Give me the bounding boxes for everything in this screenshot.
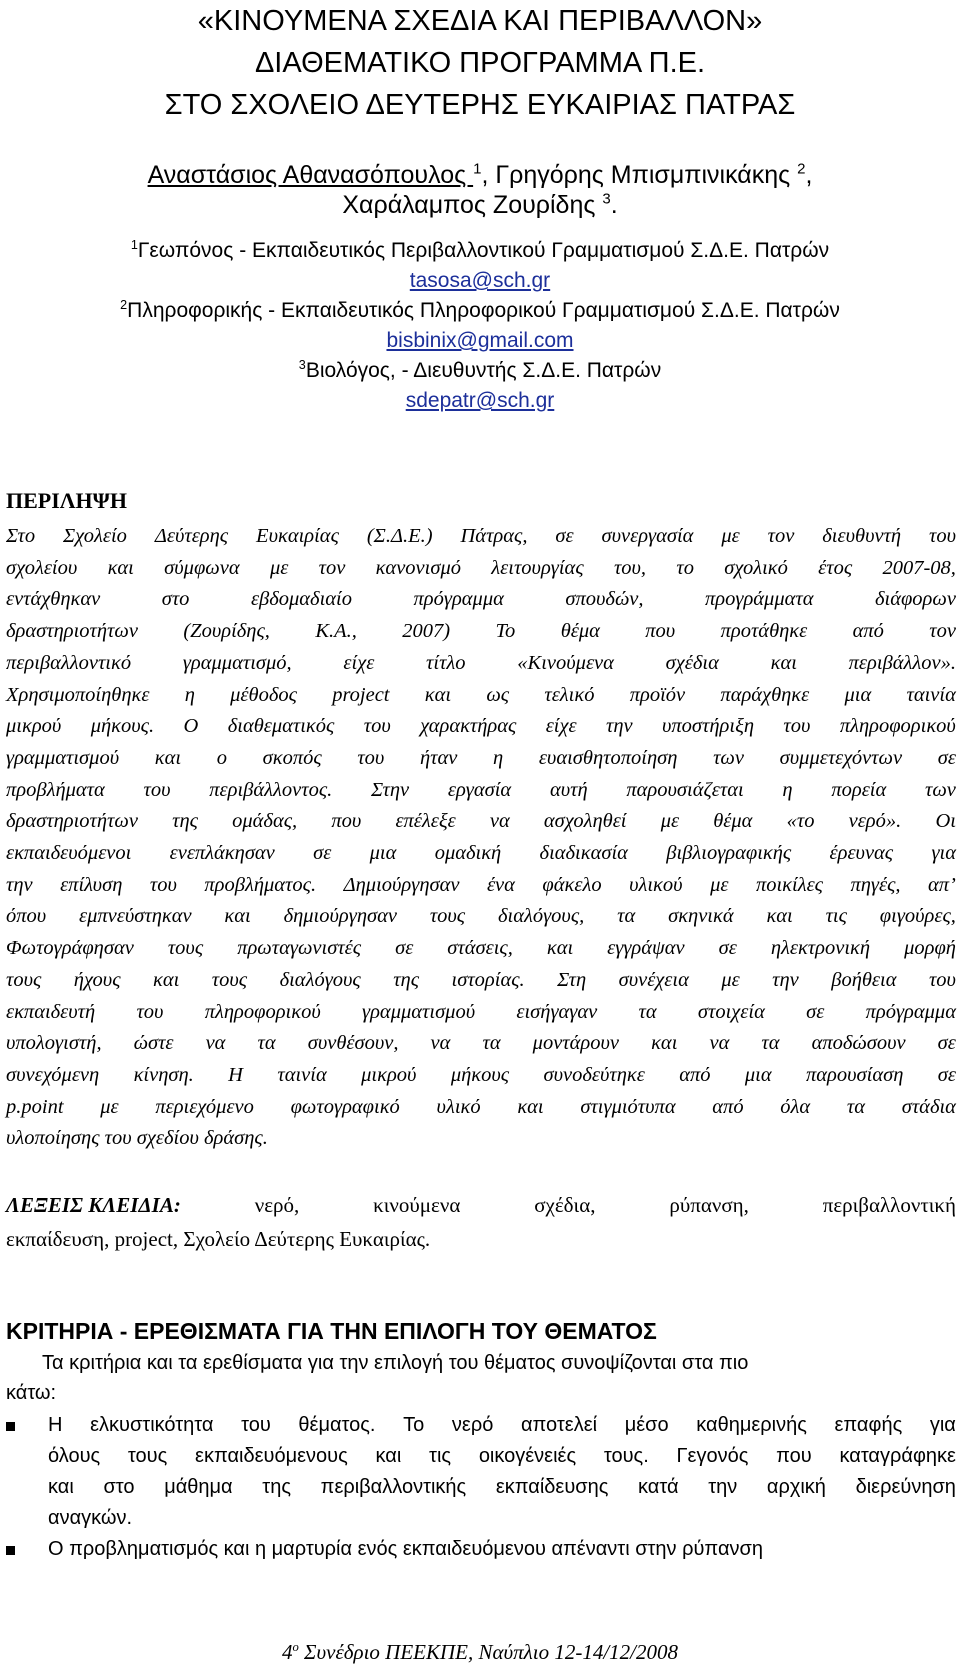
keywords-label: ΛΕΞΕΙΣ ΚΛΕΙΔΙΑ:: [6, 1193, 181, 1217]
email-link-1[interactable]: tasosa@sch.gr: [409, 269, 551, 292]
abstract-line: τους ήχους και τους διαλόγους της ιστορίας. Στη συνέχεια με την βοήθεια του: [6, 968, 956, 991]
author-2-mark: 2: [797, 160, 806, 178]
title-line-2: ΔΙΑΘΕΜΑΤΙΚΟ ΠΡΟΓΡΑΜΜΑ Π.Ε.: [254, 47, 706, 79]
author-end: .: [610, 191, 618, 219]
abstract-line: Φωτογράφησαν τους πρωταγωνιστές σε στάσεις, και εγγράψαν σε ηλεκτρονική μορφή: [6, 937, 956, 960]
keywords-section: ΛΕΞΕΙΣ ΚΛΕΙΔΙΑ: νερό, κινούμενα σχέδια, ρύπανση, περιβαλλοντική εκπαίδευση, project, Σχολείο Δεύτερης Ευκαιρίας.: [6, 1188, 956, 1256]
bullet-square-icon: [6, 1422, 15, 1431]
abstract-line: εκπαιδευόμενοι ενεπλάκησαν σε μια ομαδική διαδικασία βιβλιογραφικής έρευνας για: [6, 842, 956, 865]
author-1-mark: 1: [473, 160, 482, 178]
section-intro-line-1: Τα κριτήρια και τα ερεθίσματα για την επιλογή του θέματος συνοψίζονται στα πιο: [42, 1352, 749, 1374]
affiliation-2-mark: 2: [120, 298, 128, 312]
email-link-3[interactable]: sdepatr@sch.gr: [405, 389, 555, 412]
affiliation-2-text: Πληροφορικής - Εκπαιδευτικός Πληροφορικού Γραμματισμού Σ.Δ.Ε. Πατρών: [127, 299, 840, 322]
footer-ordinal: ο: [292, 1640, 299, 1654]
abstract-line: εντάχθηκαν στο εβδομαδιαίο πρόγραμμα σπουδών, προγράμματα διάφορων: [6, 588, 956, 611]
title-line-3: ΣΤΟ ΣΧΟΛΕΙΟ ΔΕΥΤΕΡΗΣ ΕΥΚΑΙΡΙΑΣ ΠΑΤΡΑΣ: [164, 89, 796, 121]
abstract-line: υπολογιστή, ώστε να τα συνθέσουν, να τα μοντάρουν και να τα αποδώσουν σε: [6, 1032, 956, 1055]
author-separator: ,: [805, 161, 813, 189]
email-link-2[interactable]: bisbinix@gmail.com: [386, 329, 574, 352]
affiliation-list: [0, 236, 960, 416]
affiliation-3: [0, 356, 960, 386]
list-item-line: Η ελκυστικότητα του θέματος. Το νερό αποτελεί μέσο καθημερινής επαφής για: [48, 1414, 956, 1436]
bullet-square-icon: [6, 1546, 15, 1555]
abstract-line: την επίλυση του προβλήματος. Δημιούργησαν ένα φάκελο υλικού με ποικίλες πηγές, απ’: [6, 873, 956, 896]
criteria-list: [6, 1410, 956, 1565]
section-intro-line-2: κάτω:: [6, 1382, 57, 1404]
list-item-text: Ο προβληματισμός και η μαρτυρία ενός εκπαιδευόμενου απέναντι στην ρύπανση: [48, 1538, 763, 1560]
section-intro: [6, 1348, 956, 1408]
abstract-line: γραμματισμού και ο σκοπός του ήταν η ευαισθητοποίηση των συμμετεχόντων σε: [6, 746, 956, 769]
author-list: [0, 160, 960, 220]
abstract-line: συνεχόμενη κίνηση. Η ταινία μικρού μήκους συνοδεύτηκε από μια παρουσίαση σε: [6, 1063, 956, 1086]
section-heading: ΚΡΙΤΗΡΙΑ - ΕΡΕΘΙΣΜΑΤΑ ΓΙΑ ΤΗΝ ΕΠΙΛΟΓΗ ΤΟΥ ΘΕΜΑΤΟΣ: [6, 1318, 657, 1344]
list-item-line: όλους τους εκπαιδευόμενους και τις οικογένειές τους. Γεγονός που καταγράφηκε: [48, 1445, 956, 1467]
footer-number: 4: [281, 1640, 293, 1664]
abstract-line: όπου εμπνεύστηκαν και δημιούργησαν τους διαλόγους, τα σκηνικά και τις φιγούρες,: [6, 905, 956, 928]
abstract-line: p.point με περιεχόμενο φωτογραφικό υλικό και στιγμιότυπα από όλα τα στάδια: [6, 1095, 956, 1118]
affiliation-1-mark: 1: [130, 238, 138, 252]
author-1: Αναστάσιος Αθανασόπουλος: [147, 161, 474, 189]
footer-text: Συνέδριο ΠΕΕΚΠΕ, Ναύπλιο 12-14/12/2008: [298, 1640, 679, 1664]
abstract-line: Χρησιμοποίηθηκε η μέθοδος project και ως τελικό προϊόν παράχθηκε μια ταινία: [6, 683, 956, 706]
affiliation-3-text: Βιολόγος, - Διευθυντής Σ.Δ.Ε. Πατρών: [305, 359, 662, 382]
abstract-line: σχολείου και σύμφωνα με τον κανονισμό λειτουργίας του, το σχολικό έτος 2007-08,: [6, 556, 956, 579]
list-item-line: αναγκών.: [48, 1507, 133, 1529]
abstract-line: δραστηριοτήτων της ομάδας, που επέλεξε να ασχοληθεί με θέμα «το νερό». Οι: [6, 810, 956, 833]
abstract-line: δραστηριοτήτων (Ζουρίδης, Κ.Α., 2007) Το θέμα που προτάθηκε από τον: [6, 620, 956, 643]
abstract-line: περιβαλλοντικό γραμματισμό, είχε τίτλο «Κινούμενα σχέδια και περιβάλλον».: [6, 651, 956, 674]
paper-title: [0, 0, 960, 126]
author-3: Χαράλαμπος Ζουρίδης: [342, 191, 603, 219]
list-item: [6, 1534, 956, 1565]
abstract-heading: ΠΕΡΙΛΗΨΗ: [6, 488, 127, 513]
author-2: , Γρηγόρης Μπισμπινικάκης: [481, 161, 798, 189]
list-item: [6, 1410, 956, 1534]
affiliation-2: [0, 296, 960, 326]
abstract-body: [6, 521, 956, 1155]
affiliation-1: [0, 236, 960, 266]
affiliation-1-text: Γεωπόνος - Εκπαιδευτικός Περιβαλλοντικού Γραμματισμού Σ.Δ.Ε. Πατρών: [137, 239, 830, 262]
abstract-line: υλοποίησης του σχεδίου δράσης.: [6, 1127, 268, 1150]
abstract-line: Στο Σχολείο Δεύτερης Ευκαιρίας (Σ.Δ.Ε.) Πάτρας, σε συνεργασία με τον διευθυντή του: [6, 525, 956, 547]
conference-footer: [0, 1640, 960, 1665]
keywords-line-2: εκπαίδευση, project, Σχολείο Δεύτερης Ευκαιρίας.: [6, 1227, 431, 1251]
list-item-line: και στο μάθημα της περιβαλλοντικής εκπαίδευσης κατά την αρχική διερεύνηση: [48, 1476, 956, 1498]
abstract-line: εκπαιδευτή του πληροφορικού γραμματισμού εισήγαγαν τα στοιχεία σε πρόγραμμα: [6, 1000, 956, 1023]
author-3-mark: 3: [602, 190, 611, 208]
affiliation-3-mark: 3: [298, 358, 306, 372]
abstract-line: προβλήματα του περιβάλλοντος. Στην εργασία αυτή παρουσιάζεται η πορεία των: [6, 778, 956, 801]
abstract-line: μικρού μήκους. Ο διαθεματικός του χαρακτήρας είχε την υποστήριξη του πληροφορικού: [6, 715, 956, 738]
title-line-1: «ΚΙΝΟΥΜΕΝΑ ΣΧΕΔΙΑ ΚΑΙ ΠΕΡΙΒΑΛΛΟΝ»: [197, 5, 763, 37]
